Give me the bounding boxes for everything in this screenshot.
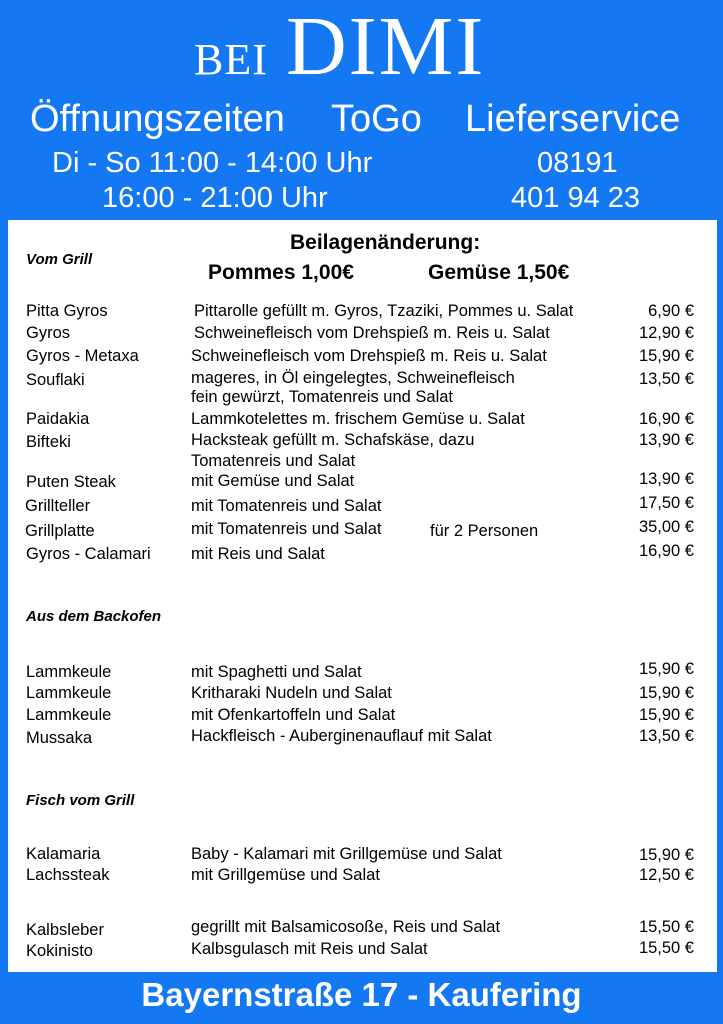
section-grill: Vom Grill (26, 251, 93, 268)
item-price: 13,50 € (638, 370, 694, 388)
item-desc: gegrillt mit Balsamicosoße, Reis und Salat (191, 918, 501, 936)
item-price: 15,50 € (638, 918, 694, 936)
item-name: Gyros - Calamari (26, 545, 151, 563)
item-name: Pitta Gyros (26, 302, 108, 320)
address-footer: Bayernstraße 17 - Kaufering (141, 976, 582, 1013)
item-desc: mageres, in Öl eingelegtes, Schweinefleisch (191, 369, 515, 387)
item-price: 35,00 € (638, 518, 694, 536)
item-name: Lammkeule (26, 663, 112, 681)
item-price: 13,50 € (638, 727, 694, 745)
side-changes-title: Beilagenänderung: (290, 231, 481, 254)
phone-line-2[interactable]: 401 94 23 (511, 182, 641, 214)
item-desc: mit Tomatenreis und Salat (191, 520, 382, 538)
item-price: 15,90 € (638, 347, 694, 365)
item-desc: mit Ofenkartoffeln und Salat (191, 706, 396, 724)
item-note: für 2 Personen (430, 522, 539, 540)
logo-prefix: BEI (194, 35, 268, 84)
item-desc: Schweinefleisch vom Drehspieß m. Reis u. Salat (194, 324, 550, 342)
logo-name: DIMI (286, 0, 486, 93)
item-desc: Baby - Kalamari mit Grillgemüse und Salat (191, 845, 502, 863)
item-price: 12,90 € (638, 324, 694, 342)
item-desc-line-2: Tomatenreis und Salat (191, 452, 356, 470)
item-name: Gyros - Metaxa (26, 347, 139, 365)
item-desc: Lammkotelettes m. frischem Gemüse u. Salat (191, 410, 525, 428)
hours-line-1: Di - So 11:00 - 14:00 Uhr (52, 147, 373, 179)
delivery-label: Lieferservice (465, 98, 681, 140)
hours-line-2: 16:00 - 21:00 Uhr (102, 182, 328, 214)
item-name: Puten Steak (26, 473, 116, 491)
item-desc: Schweinefleisch vom Drehspieß m. Reis u. Salat (191, 347, 547, 365)
item-name: Kalbsleber (26, 921, 104, 939)
side-change-fries: Pommes 1,00€ (208, 261, 354, 284)
item-price: 13,90 € (638, 470, 694, 488)
item-desc-line-2: fein gewürzt, Tomatenreis und Salat (191, 388, 454, 406)
item-name: Lachssteak (26, 866, 110, 884)
item-name: Lammkeule (26, 684, 112, 702)
phone-line-1[interactable]: 08191 (537, 147, 618, 179)
item-name: Kokinisto (26, 942, 93, 960)
item-price: 12,50 € (638, 866, 694, 884)
item-name: Gyros (26, 324, 71, 342)
item-desc: mit Reis und Salat (191, 545, 325, 563)
item-price: 6,90 € (648, 302, 694, 320)
item-desc: Hacksteak gefüllt m. Schafskäse, dazu (191, 431, 475, 449)
item-desc: mit Tomatenreis und Salat (191, 497, 382, 515)
section-oven: Aus dem Backofen (26, 608, 162, 625)
item-price: 15,90 € (638, 660, 694, 678)
item-name: Grillplatte (25, 522, 95, 540)
item-price: 15,90 € (638, 846, 694, 864)
section-fish: Fisch vom Grill (26, 792, 135, 809)
menu-panel (8, 220, 717, 972)
item-price: 15,90 € (638, 706, 694, 724)
togo-label: ToGo (331, 98, 422, 140)
side-change-veg: Gemüse 1,50€ (428, 261, 570, 284)
item-desc: Kalbsgulasch mit Reis und Salat (191, 940, 428, 958)
item-price: 16,90 € (638, 410, 694, 428)
item-price: 13,90 € (638, 431, 694, 449)
item-price: 17,50 € (638, 494, 694, 512)
item-price: 15,50 € (638, 939, 694, 957)
item-price: 15,90 € (638, 684, 694, 702)
item-name: Lammkeule (26, 706, 112, 724)
item-desc: mit Spaghetti und Salat (191, 663, 362, 681)
item-desc: Kritharaki Nudeln und Salat (191, 684, 392, 702)
item-name: Kalamaria (26, 845, 101, 863)
item-desc: mit Gemüse und Salat (191, 472, 355, 490)
item-desc: mit Grillgemüse und Salat (191, 866, 380, 884)
item-name: Bifteki (26, 433, 71, 451)
item-desc: Pittarolle gefüllt m. Gyros, Tzaziki, Pommes u. Salat (194, 302, 574, 320)
item-name: Mussaka (26, 729, 93, 747)
item-name: Paidakia (26, 410, 90, 428)
item-name: Grillteller (25, 497, 91, 515)
item-name: Souflaki (26, 371, 85, 389)
item-price: 16,90 € (638, 542, 694, 560)
item-desc: Hackfleisch - Auberginenauflauf mit Salat (191, 727, 492, 745)
opening-hours-label: Öffnungszeiten (30, 98, 285, 140)
